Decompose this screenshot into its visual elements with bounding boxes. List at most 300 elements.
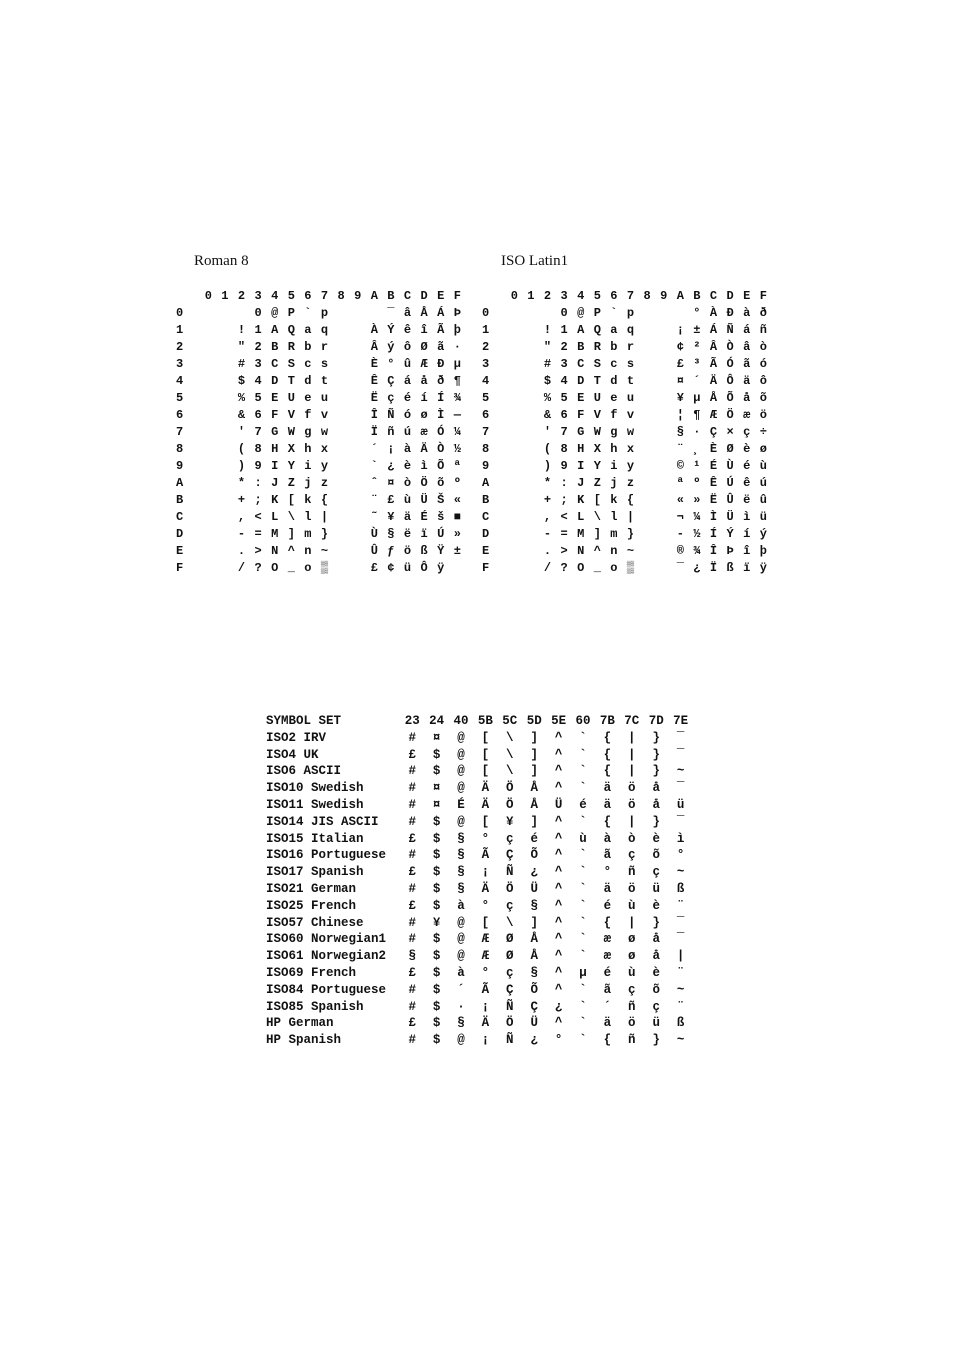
table-row (266, 780, 706, 797)
char-cell: ¦ (676, 408, 684, 422)
char-cell: é (603, 966, 612, 980)
table-row (266, 881, 706, 898)
table-row (482, 390, 802, 407)
char-cell: h (610, 442, 618, 456)
char-cell: ö (759, 408, 767, 422)
table-row (482, 339, 802, 356)
char-cell: = (254, 527, 262, 541)
char-cell: ä (603, 1016, 612, 1031)
row-header: B (176, 493, 184, 507)
char-cell: ñ (759, 323, 767, 337)
char-cell: Ø (506, 949, 514, 964)
char-cell: n (610, 544, 618, 558)
char-cell: Õ (726, 391, 734, 405)
char-cell: ä (603, 798, 612, 812)
char-cell: ƒ (387, 544, 395, 558)
char-cell: à (603, 831, 612, 846)
char-cell: Ö (506, 798, 514, 812)
char-cell: ä (743, 374, 751, 388)
char-cell: ¥ (506, 814, 514, 829)
char-cell: z (626, 476, 635, 490)
char-cell: É (457, 798, 465, 812)
char-cell: ' (543, 425, 552, 439)
char-cell: { (603, 747, 612, 762)
char-cell: ] (530, 764, 538, 779)
char-cell: g (610, 425, 618, 439)
char-cell: } (652, 747, 660, 762)
char-cell: « (676, 493, 684, 507)
char-cell: ô (403, 340, 412, 354)
char-cell: ¤ (432, 781, 441, 796)
symbol-set-name: ISO10 Swedish (266, 781, 364, 796)
char-cell: # (408, 848, 416, 863)
char-cell: ò (628, 831, 636, 846)
table-row (176, 475, 496, 492)
row-header: 5 (482, 391, 490, 405)
char-cell: à (743, 306, 751, 320)
char-cell: É (709, 459, 718, 473)
char-cell: Å (530, 949, 538, 964)
char-cell: ÿ (437, 561, 445, 575)
char-cell: ¶ (693, 408, 701, 422)
char-cell: { (603, 915, 612, 930)
table-row (266, 965, 706, 982)
char-cell: $ (432, 932, 441, 947)
char-cell: + (543, 493, 552, 507)
char-cell: ò (759, 340, 767, 354)
char-cell: H (271, 442, 279, 456)
char-cell: ô (759, 374, 767, 388)
char-cell: Æ (481, 949, 490, 964)
char-cell: K (577, 493, 585, 507)
char-cell: @ (271, 306, 279, 320)
char-cell: b (304, 340, 312, 354)
table-row (482, 441, 802, 458)
char-cell: ° (676, 848, 685, 863)
char-cell: $ (432, 865, 441, 880)
char-cell: Ÿ (437, 544, 445, 558)
char-cell: Ì (437, 408, 445, 422)
char-cell: · (457, 999, 465, 1014)
symbol-set-name: ISO69 French (266, 966, 357, 980)
table-row (482, 509, 802, 526)
char-cell: ` (579, 865, 587, 880)
char-cell: ) (237, 459, 246, 473)
char-cell: ÷ (759, 425, 767, 439)
char-cell: } (652, 1033, 660, 1048)
char-cell: R (287, 340, 295, 354)
char-cell: Ö (506, 781, 514, 796)
char-cell: N (577, 544, 585, 558)
char-cell: ê (743, 476, 751, 490)
char-cell: ± (453, 544, 461, 558)
column-header: 3 (254, 289, 262, 303)
roman8-title: Roman 8 (194, 253, 249, 269)
row-header: 7 (176, 425, 184, 439)
char-cell: ù (628, 898, 636, 913)
char-cell: Q (287, 323, 295, 337)
char-cell: ¨ (676, 966, 685, 980)
char-cell: ] (287, 527, 295, 541)
char-cell: $ (237, 374, 246, 388)
char-cell: § (457, 865, 465, 880)
char-cell: ¥ (676, 391, 684, 405)
symbol-set-name: HP Spanish (266, 1033, 342, 1048)
char-cell: # (408, 798, 416, 812)
char-cell: å (652, 781, 660, 796)
char-cell: 7 (254, 425, 262, 439)
table-row (482, 458, 802, 475)
char-cell: ] (530, 747, 538, 762)
row-header: 8 (176, 442, 184, 456)
char-cell: G (577, 425, 585, 439)
char-cell: Ì (709, 510, 718, 524)
char-cell: å (652, 949, 660, 964)
char-cell: µ (693, 391, 701, 405)
char-cell: # (408, 814, 416, 829)
char-cell: ê (403, 323, 412, 337)
char-cell: % (237, 391, 246, 405)
row-header: B (482, 493, 490, 507)
char-cell: 7 (560, 425, 568, 439)
char-cell: £ (408, 966, 416, 980)
char-cell: w (320, 425, 329, 439)
char-cell: © (676, 459, 684, 473)
char-cell: § (457, 1016, 465, 1031)
char-cell: w (626, 425, 635, 439)
row-header: D (176, 527, 184, 541)
table-row (482, 424, 802, 441)
char-cell: c (610, 357, 618, 371)
char-cell: Û (370, 544, 378, 558)
column-header: F (759, 289, 767, 303)
char-cell: Ç (530, 999, 538, 1014)
char-cell: ø (759, 442, 767, 456)
char-cell: ˆ (370, 476, 378, 490)
char-cell: Q (593, 323, 601, 337)
table-row (266, 898, 706, 915)
column-header: 6 (610, 289, 618, 303)
char-cell: ` (370, 459, 378, 473)
char-cell: | (628, 814, 636, 829)
char-cell: § (676, 425, 684, 439)
char-cell: ` (579, 898, 587, 913)
char-cell: Ü (554, 798, 563, 812)
char-cell: À (370, 323, 378, 337)
char-cell: { (603, 730, 612, 745)
table-row (266, 797, 706, 814)
char-cell: Ú (726, 476, 734, 490)
char-cell: Š (437, 493, 445, 507)
char-cell: ` (579, 747, 587, 762)
table-row (176, 322, 496, 339)
char-cell: | (628, 730, 636, 745)
char-cell: x (320, 442, 329, 456)
column-header: C (709, 289, 718, 303)
char-cell: ° (693, 306, 701, 320)
char-cell: ^ (554, 949, 563, 964)
char-cell: $ (432, 831, 441, 846)
char-cell: ; (560, 493, 568, 507)
char-cell: ö (628, 1016, 636, 1031)
char-cell: ñ (628, 999, 636, 1014)
char-cell: æ (743, 408, 751, 422)
char-cell: Ý (726, 527, 734, 541)
char-cell: è (743, 442, 751, 456)
row-header: F (176, 561, 184, 575)
column-header: 2 (543, 289, 552, 303)
char-cell: i (610, 459, 618, 473)
char-cell: § (457, 882, 465, 896)
char-cell: ½ (693, 527, 701, 541)
column-header: 3 (560, 289, 568, 303)
row-header: 6 (482, 408, 490, 422)
symbol-set-name: ISO16 Portuguese (266, 848, 387, 863)
char-cell: @ (457, 814, 465, 829)
column-header: D (420, 289, 428, 303)
char-cell: Ë (709, 493, 718, 507)
char-cell: ! (237, 323, 246, 337)
char-cell: à (403, 442, 412, 456)
char-cell: ? (560, 561, 568, 575)
char-cell: ¤ (432, 798, 441, 812)
char-cell: ~ (676, 982, 685, 997)
char-cell: õ (437, 476, 445, 490)
char-cell: ` (579, 915, 587, 930)
char-cell: < (560, 510, 568, 524)
char-cell: ` (579, 764, 587, 779)
char-cell: - (676, 527, 684, 541)
char-cell: Ø (726, 442, 734, 456)
char-cell: v (320, 408, 329, 422)
char-cell: ´ (457, 982, 465, 997)
char-cell: â (403, 306, 412, 320)
char-cell: m (610, 527, 618, 541)
char-cell: ^ (554, 764, 563, 779)
char-cell: Ý (387, 323, 395, 337)
char-cell: G (271, 425, 279, 439)
char-cell: M (271, 527, 279, 541)
char-cell: Ñ (387, 408, 395, 422)
char-cell: ø (628, 949, 636, 964)
char-cell: 2 (254, 340, 262, 354)
char-cell: Ä (420, 442, 428, 456)
char-cell: ‾ (676, 915, 685, 930)
char-cell: Ø (420, 340, 428, 354)
char-cell: è (652, 831, 660, 846)
char-cell: £ (408, 865, 416, 880)
char-cell: r (320, 340, 329, 354)
char-cell: ] (530, 814, 538, 829)
char-cell: $ (432, 814, 441, 829)
char-cell: B (577, 340, 585, 354)
char-cell: § (387, 527, 395, 541)
char-cell: ¬ (676, 510, 684, 524)
char-cell: æ (603, 949, 612, 964)
char-cell: í (420, 391, 428, 405)
char-cell: ] (593, 527, 601, 541)
char-cell: ¡ (676, 323, 684, 337)
char-cell: 9 (560, 459, 568, 473)
char-cell: Å (530, 798, 538, 812)
char-cell: d (610, 374, 618, 388)
char-cell: j (610, 476, 618, 490)
char-cell: ° (554, 1033, 563, 1048)
char-cell: £ (408, 747, 416, 762)
char-cell: * (237, 476, 246, 490)
char-cell: Ü (530, 882, 538, 896)
char-cell: ç (506, 831, 514, 846)
char-cell: ¤ (676, 374, 684, 388)
char-cell: U (287, 391, 295, 405)
char-cell: \ (506, 764, 514, 779)
char-cell: Ö (726, 408, 734, 422)
char-cell: ç (628, 848, 636, 863)
char-cell: ` (579, 932, 587, 947)
char-cell: B (271, 340, 279, 354)
column-header-row (482, 288, 802, 305)
column-header: 5D (526, 714, 542, 728)
char-cell: ` (579, 814, 587, 829)
char-cell: Õ (530, 982, 538, 997)
char-cell: ¿ (387, 459, 395, 473)
char-cell: ¼ (453, 425, 461, 439)
symbol-set-name: ISO61 Norwegian2 (266, 949, 387, 964)
char-cell: ¾ (693, 544, 701, 558)
char-cell: ß (420, 544, 428, 558)
char-cell: S (287, 357, 295, 371)
char-cell: ‾ (676, 814, 685, 829)
char-cell: l (610, 510, 618, 524)
symbol-set-name: ISO17 Spanish (266, 865, 364, 880)
char-cell: e (304, 391, 312, 405)
char-cell: ç (743, 425, 751, 439)
char-cell: Ö (420, 476, 428, 490)
char-cell: ä (403, 510, 412, 524)
char-cell: £ (408, 831, 416, 846)
char-cell: # (408, 1033, 416, 1048)
char-cell: S (593, 357, 601, 371)
char-cell: 0 (254, 306, 262, 320)
char-cell: Ñ (506, 1033, 514, 1048)
char-cell: E (271, 391, 279, 405)
char-cell: : (254, 476, 262, 490)
char-cell: h (304, 442, 312, 456)
char-cell: û (403, 357, 412, 371)
column-header: 1 (527, 289, 535, 303)
char-cell: £ (408, 898, 416, 913)
table-row (176, 407, 496, 424)
char-cell: $ (432, 999, 441, 1014)
char-cell: b (610, 340, 618, 354)
char-cell: { (626, 493, 635, 507)
char-cell: t (626, 374, 635, 388)
char-cell: ¾ (453, 391, 461, 405)
char-cell: ó (403, 408, 412, 422)
char-cell: ! (543, 323, 552, 337)
symbol-set-name: ISO2 IRV (266, 730, 327, 745)
char-cell: ø (420, 408, 428, 422)
char-cell: ³ (693, 357, 701, 371)
char-cell: ç (652, 999, 660, 1014)
char-cell: ß (726, 561, 734, 575)
table-row (176, 441, 496, 458)
char-cell: Ä (481, 781, 490, 796)
char-cell: À (709, 306, 718, 320)
char-cell: î (420, 323, 428, 337)
char-cell: V (593, 408, 601, 422)
char-cell: ` (579, 1033, 587, 1048)
char-cell: u (320, 391, 329, 405)
char-cell: á (743, 323, 751, 337)
char-cell: , (543, 510, 552, 524)
char-cell: § (457, 848, 465, 863)
char-cell: ` (579, 949, 587, 964)
char-cell: $ (432, 898, 441, 913)
char-cell: ã (743, 357, 751, 371)
char-cell: ^ (554, 898, 563, 913)
char-cell: ² (693, 340, 701, 354)
char-cell: E (577, 391, 585, 405)
char-cell: a (304, 323, 312, 337)
char-cell: — (453, 408, 461, 422)
char-cell: ° (603, 865, 612, 880)
char-cell: ¨ (676, 999, 685, 1014)
char-cell: ` (304, 306, 312, 320)
table-row (266, 1032, 706, 1049)
char-cell: N (271, 544, 279, 558)
char-cell: z (320, 476, 329, 490)
char-cell: K (271, 493, 279, 507)
char-cell: ¡ (481, 999, 490, 1014)
char-cell: ^ (554, 848, 563, 863)
char-cell: Ü (530, 1016, 538, 1031)
char-cell: < (254, 510, 262, 524)
char-cell: { (320, 493, 329, 507)
char-cell: ‾ (676, 730, 685, 745)
column-header: 23 (404, 714, 420, 728)
char-cell: ^ (554, 982, 563, 997)
char-cell: k (304, 493, 312, 507)
char-cell: @ (457, 1033, 465, 1048)
char-cell: ¿ (530, 1033, 538, 1048)
char-cell: ù (759, 459, 767, 473)
char-cell: å (652, 932, 660, 947)
table-row (482, 526, 802, 543)
char-cell: t (320, 374, 329, 388)
char-cell: [ (287, 493, 295, 507)
column-header: D (726, 289, 734, 303)
char-cell: Þ (726, 544, 734, 558)
char-cell: è (403, 459, 412, 473)
symbol-set-name: ISO14 JIS ASCII (266, 814, 379, 829)
char-cell: ) (543, 459, 552, 473)
row-header: 9 (176, 459, 184, 473)
char-cell: ð (437, 374, 445, 388)
char-cell: ¥ (432, 915, 441, 930)
char-cell: ã (437, 340, 445, 354)
char-cell: ` (610, 306, 618, 320)
char-cell: - (543, 527, 552, 541)
symbol-set-name: ISO11 Swedish (266, 798, 364, 812)
char-cell: O (271, 561, 279, 575)
char-cell: µ (579, 966, 587, 980)
char-cell: Ç (506, 848, 514, 863)
char-cell: ¢ (676, 340, 684, 354)
column-header: 8 (337, 289, 345, 303)
char-cell: _ (287, 561, 295, 575)
char-cell: y (320, 459, 329, 473)
